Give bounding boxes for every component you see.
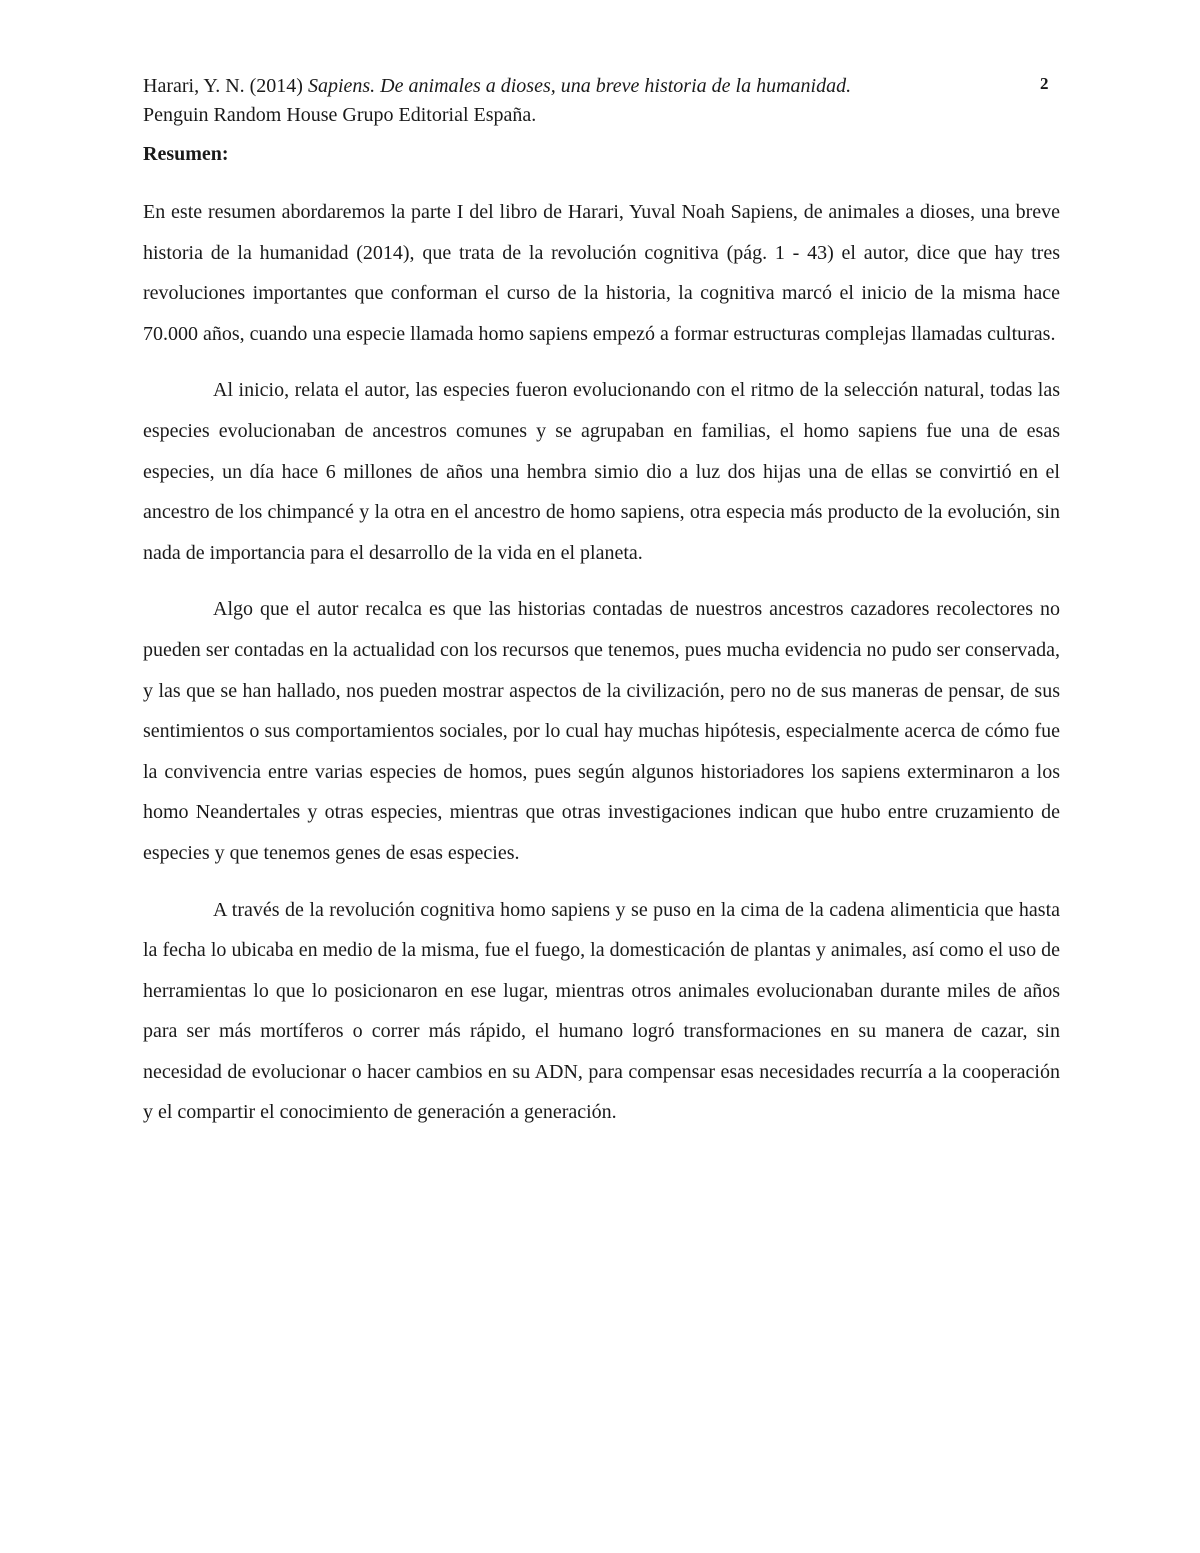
citation-book-title: Sapiens. De animales a dioses, una breve historia de la humanidad. [307, 75, 852, 97]
paragraph-3: Algo que el autor recalca es que las historias contadas de nuestros ancestros cazadores recolectores no pueden ser contadas en la actualidad con los recursos que tenemos, pues mucha evidencia no pudo ser conservada, y las que se han hallado, nos pueden mostrar aspectos de la civilización, pero no de sus maneras de pensar, de sus sentimientos o sus comportamientos sociales, por lo cual hay muchas hipótesis, especialmente acerca de cómo fue la convivencia entre varias especies de homos, pues según algunos historiadores los sapiens exterminaron a los homo Neandertales y otras especies, mientras que otras investigaciones indican que hubo entre cruzamiento de especies y que tenemos genes de esas especies. [143, 598, 1060, 864]
paragraph-4: A través de la revolución cognitiva homo sapiens y se puso en la cima de la cadena alimenticia que hasta la fecha lo ubicaba en medio de la misma, fue el fuego, la domesticación de plantas y animales, así como el uso de herramientas lo que lo posicionaron en ese lugar, mientras otros animales evolucionaban durante miles de años para ser más mortíferos o correr más rápido, el humano logró transformaciones en su manera de cazar, sin necesidad de evolucionar o hacer cambios en su ADN, para compensar esas necesidades recurría a la cooperación y el compartir el conocimiento de generación a generación. [143, 898, 1060, 1124]
page-header-citation [143, 72, 963, 130]
paragraph-1: En este resumen abordaremos la parte I del libro de Harari, Yuval Noah Sapiens, de animales a dioses, una breve historia de la humanidad (2014), que trata de la revolución cognitiva (pág. 1 - 43) el autor, dice que hay tres revoluciones importantes que conforman el curso de la historia, la cognitiva marcó el inicio de la misma hace 70.000 años, cuando una especie llamada homo sapiens empezó a formar estructuras complejas llamadas culturas. [143, 201, 1060, 345]
page-number: 2 [1040, 74, 1049, 93]
document-body [143, 192, 1060, 1149]
section-heading: Resumen: [143, 143, 229, 165]
paragraph-2: Al inicio, relata el autor, las especies fueron evolucionando con el ritmo de la selección natural, todas las especies evolucionaban de ancestros comunes y se agrupaban en familias, el homo sapiens fue una de esas especies, un día hace 6 millones de años una hembra simio dio a luz dos hijas una de ellas se convirtió en el ancestro de los chimpancé y la otra en el ancestro de homo sapiens, otra especia más producto de la evolución, sin nada de importancia para el desarrollo de la vida en el planeta. [143, 379, 1060, 564]
citation-author-year: Harari, Y. N. (2014) [143, 75, 308, 97]
citation-publisher: Penguin Random House Grupo Editorial España. [143, 104, 537, 126]
